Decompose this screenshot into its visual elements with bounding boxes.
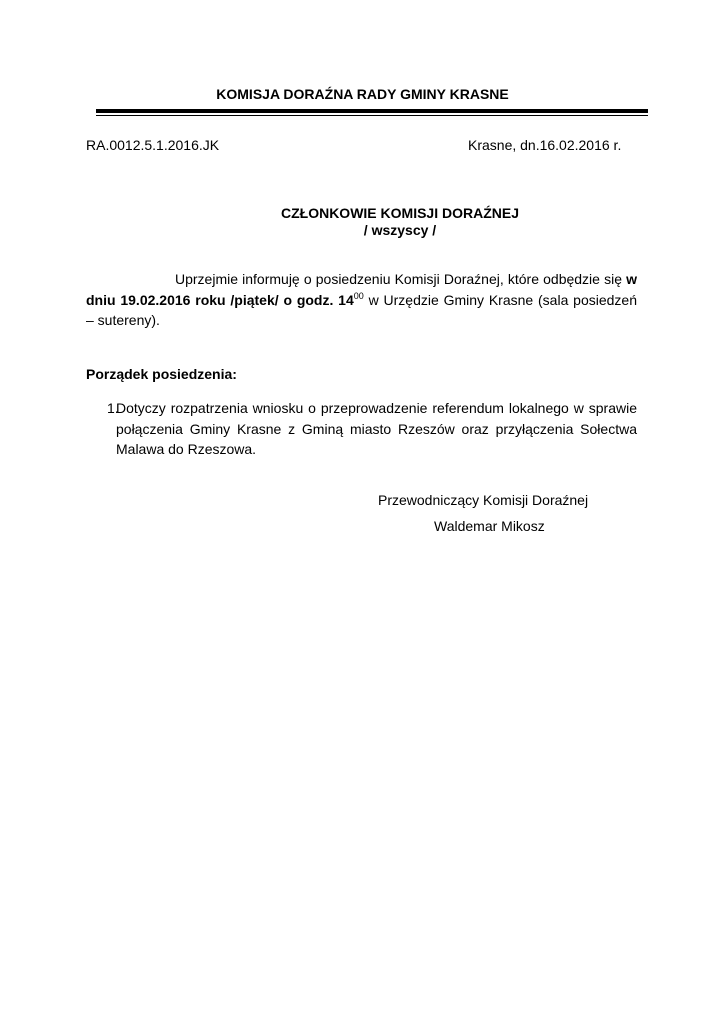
notice-intro: Uprzejmie informuję o posiedzeniu Komisji Doraźnej, które odbędzie się: [175, 271, 627, 287]
agenda-item-text: Dotyczy rozpatrzenia wniosku o przeprowadzenie referendum lokalnego w sprawie połączenia Gminy Krasne z Gminą miasto Rzeszów oraz przyłączenia Sołectwa Malawa do Rzeszowa.: [116, 400, 637, 457]
reference-number: RA.0012.5.1.2016.JK: [86, 137, 220, 153]
place-and-date: Krasne, dn.16.02.2016 r.: [468, 137, 622, 153]
recipient-line-1: CZŁONKOWIE KOMISJI DORAŹNEJ: [280, 205, 519, 221]
recipient-block: [200, 205, 600, 239]
agenda-list: [86, 398, 637, 460]
notice-time-minutes: 00: [353, 290, 364, 301]
agenda-item: [86, 398, 637, 460]
notice-datetime: w dniu 19.02.2016 roku /piątek/ o godz. 14: [86, 271, 637, 308]
document-header-title: KOMISJA DORAŹNA RADY GMINY KRASNE: [216, 86, 509, 102]
agenda-heading: Porządek posiedzenia:: [86, 366, 237, 382]
recipient-line-2: / wszyscy /: [363, 222, 437, 238]
header-divider-thick: [96, 109, 648, 113]
signature-name: Waldemar Mikosz: [434, 518, 545, 534]
agenda-item-number: 1.: [107, 400, 119, 416]
meeting-notice-paragraph: [86, 269, 637, 331]
notice-location: w Urzędzie Gminy Krasne (sala posiedzeń – sutereny).: [86, 291, 638, 328]
signature-role: Przewodniczący Komisji Doraźnej: [378, 492, 589, 508]
header-divider-thin: [96, 115, 648, 116]
